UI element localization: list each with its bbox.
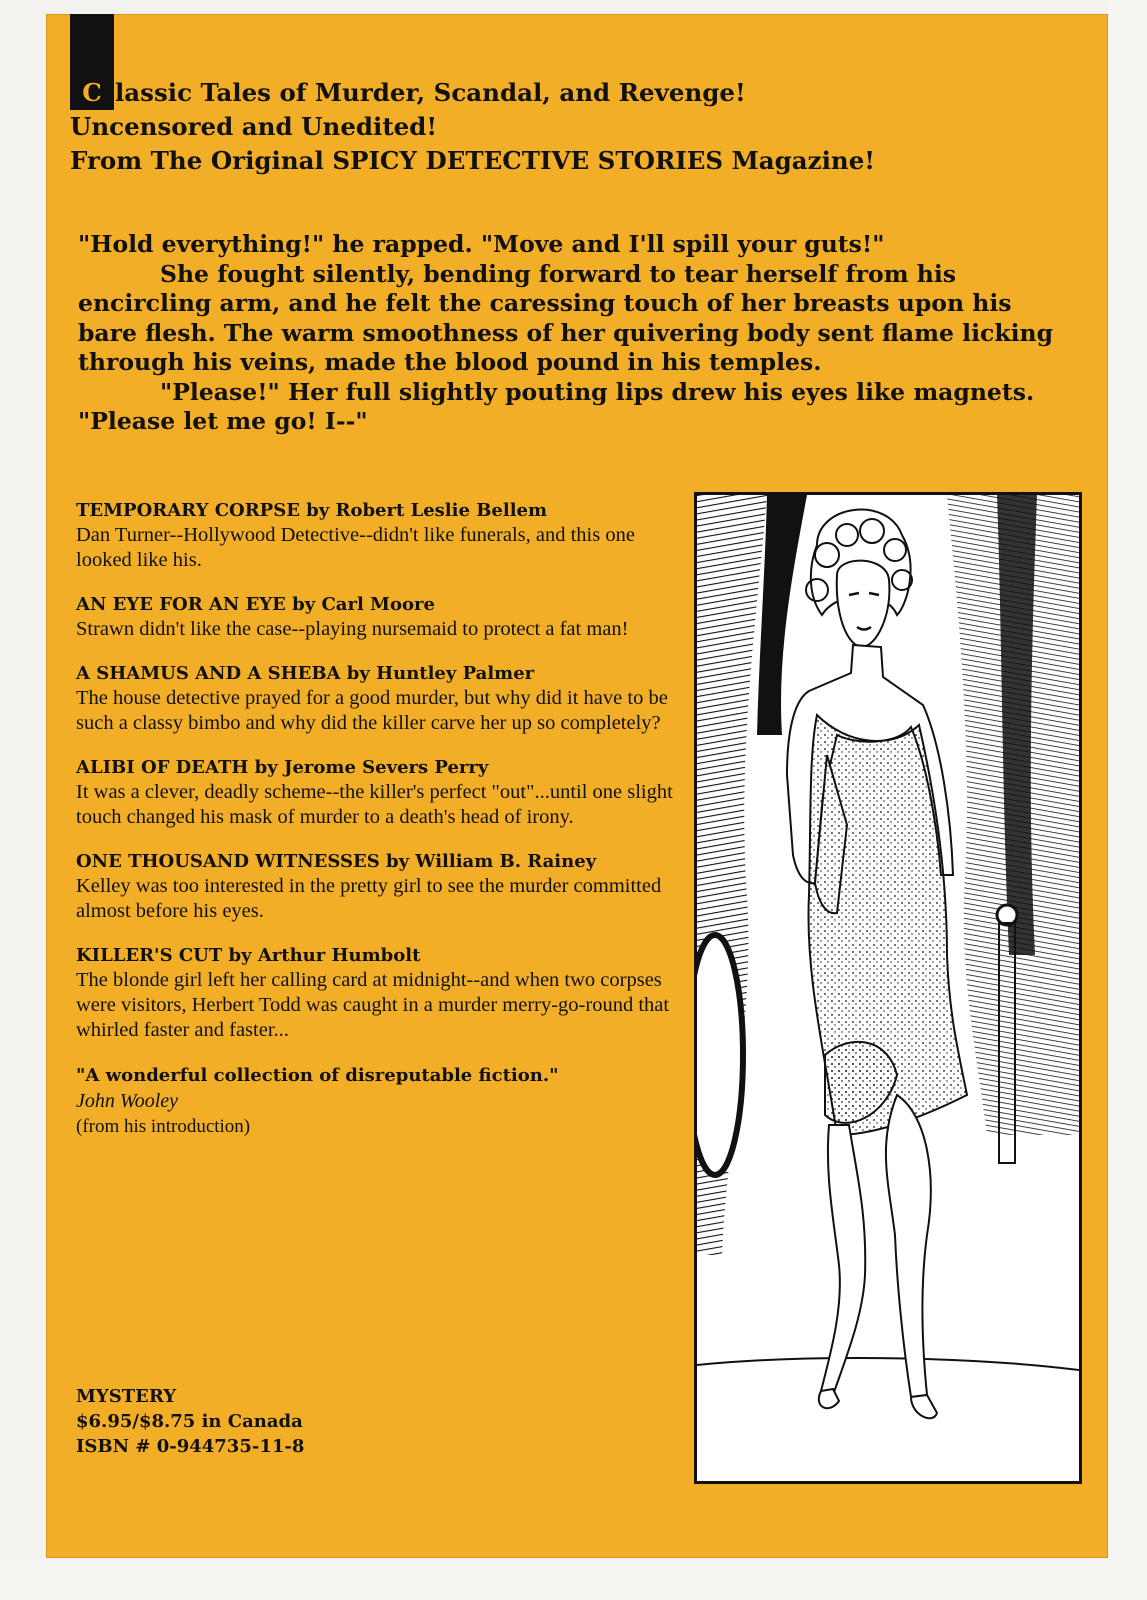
excerpt-paragraph-2: She fought silently, bending forward to tear herself from his encircling arm, and he felt the caressing touch of her breasts upon his bare flesh. The warm smoothness of her quivering body sent flame licking through his veins, made the blood pound in his temples. <box>78 259 1054 376</box>
story-item <box>76 592 691 642</box>
book-back-cover <box>46 14 1108 1558</box>
excerpt-paragraph-3: "Please!" Her full slightly pouting lips drew his eyes like magnets. "Please let me go! I--" <box>78 377 1035 435</box>
cover-illustration <box>694 492 1082 1484</box>
story-description: The blonde girl left her calling card at midnight--and when two corpses were visitors, Herbert Todd was caught in a murder merry-go-round that whirled faster and faster... <box>76 969 670 1041</box>
headline-line-1-text: lassic Tales of Murder, Scandal, and Revenge! <box>115 78 746 107</box>
woman-illustration-art <box>697 495 1079 1481</box>
quote-text: "A wonderful collection of disreputable fiction." <box>76 1065 559 1086</box>
quote-author: John Wooley <box>76 1090 179 1112</box>
drop-cap: C <box>70 76 114 110</box>
blurb-quote <box>76 1062 691 1139</box>
scan-margin-right <box>1108 0 1147 1600</box>
story-description: The house detective prayed for a good murder, but why did it have to be such a classy bimbo and why did the killer carve her up so completely? <box>76 687 668 734</box>
headline <box>70 76 1090 178</box>
story-item <box>76 755 691 830</box>
story-title: ALIBI OF DEATH by Jerome Severs Perry <box>76 757 489 778</box>
headline-line-1 <box>70 76 1090 110</box>
story-excerpt <box>78 230 1058 437</box>
story-item <box>76 498 691 573</box>
story-item <box>76 661 691 736</box>
story-item <box>76 849 691 924</box>
story-description: Kelley was too interested in the pretty girl to see the murder committed almost before his eyes. <box>76 875 662 922</box>
genre-label: MYSTERY <box>76 1386 177 1407</box>
story-title: TEMPORARY CORPSE by Robert Leslie Bellem <box>76 500 548 521</box>
excerpt-paragraph-1: "Hold everything!" he rapped. "Move and I'll spill your guts!" <box>78 230 885 258</box>
scan-margin-bottom <box>0 1558 1147 1600</box>
headline-line-2: Uncensored and Unedited! <box>70 112 438 141</box>
headline-line-3: From The Original SPICY DETECTIVE STORIES Magazine! <box>70 146 876 175</box>
story-description: It was a clever, deadly scheme--the killer's perfect "out"...until one slight touch changed his mask of murder to a death's head of irony. <box>76 781 673 828</box>
story-item <box>76 943 691 1043</box>
price-label: $6.95/$8.75 in Canada <box>76 1411 303 1432</box>
story-title: KILLER'S CUT by Arthur Humbolt <box>76 945 421 966</box>
story-list <box>76 498 691 1139</box>
story-description: Dan Turner--Hollywood Detective--didn't like funerals, and this one looked like his. <box>76 524 635 571</box>
isbn-label: ISBN # 0-944735-11-8 <box>76 1436 305 1457</box>
story-title: A SHAMUS AND A SHEBA by Huntley Palmer <box>76 663 535 684</box>
story-title: AN EYE FOR AN EYE by Carl Moore <box>76 594 435 615</box>
quote-source: (from his introduction) <box>76 1116 251 1137</box>
publication-info <box>76 1384 304 1459</box>
story-description: Strawn didn't like the case--playing nursemaid to protect a fat man! <box>76 618 629 640</box>
story-title: ONE THOUSAND WITNESSES by William B. Rainey <box>76 851 597 872</box>
